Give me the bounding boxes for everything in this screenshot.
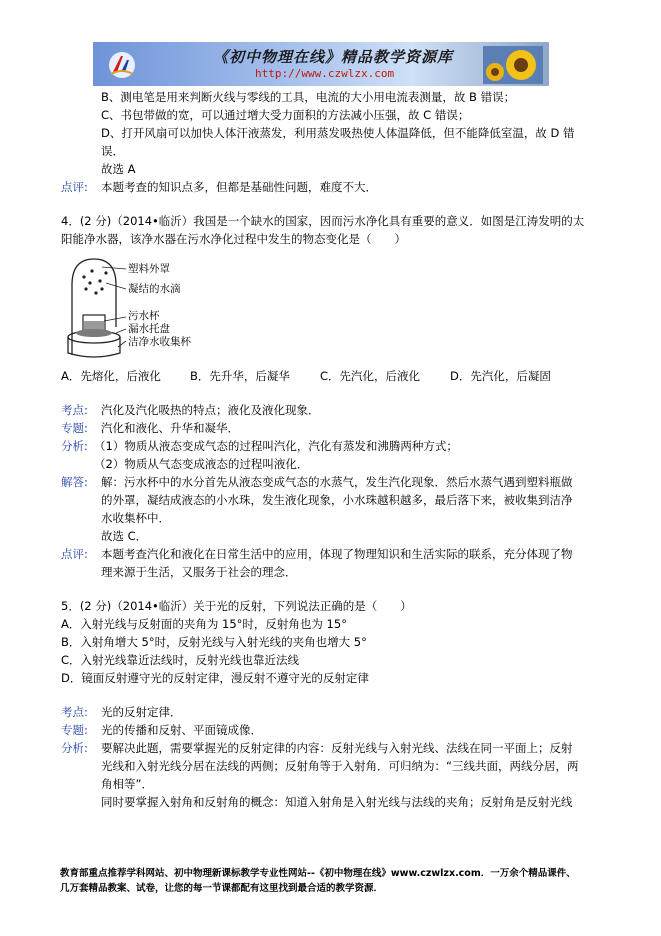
q5-option-d: D．镜面反射遵守光的反射定律，漫反射不遵守光的反射定律	[61, 671, 369, 685]
q5-kaodian-tag: 考点:	[61, 705, 88, 719]
q4-jieda-cont: 的外罩，凝结成液态的小水珠，发生液化现象，小水珠越积越多，最后落下来，被收集到洁净	[101, 493, 573, 507]
q5-kaodian: 光的反射定律．	[101, 705, 182, 719]
q3-comment-tag: 点评:	[61, 180, 88, 194]
q4-option-c: C．先汽化，后液化	[320, 369, 421, 383]
header-banner	[93, 42, 549, 86]
figure-label: 洁净水收集杯	[128, 336, 191, 348]
figure-label: 漏水托盘	[128, 323, 170, 335]
q4-jieda: 解：污水杯中的水分首先从液态变成气态的水蒸气，发生汽化现象．然后水蒸气遇到塑料瓶做	[101, 475, 573, 489]
banner-url[interactable]: http://www.czwlzx.com	[255, 67, 395, 80]
banner-title: 《初中物理在线》精品教学资源库	[213, 48, 454, 66]
footer-line: 几万套精品教案、试卷，让您的每一节课都配有这里找到最合适的教学资源．	[60, 883, 384, 894]
q4-kaodian: 汽化及汽化吸热的特点；液化及液化现象．	[101, 403, 320, 417]
q5-option-a: A．入射光线与反射面的夹角为 15°时，反射角也为 15°	[61, 617, 347, 631]
q4-option-b: B．先升华，后凝华	[190, 369, 290, 383]
q4-fenxi-tag: 分析:	[61, 439, 88, 453]
q3-option-d-explain-cont: 误．	[101, 144, 124, 158]
q4-option-d: D．先汽化，后凝固	[450, 369, 551, 383]
figure-label: 塑料外罩	[128, 263, 170, 275]
q5-fenxi-cont: 光线和入射光线分居在法线的两侧；反射角等于入射角．可归纳为：“三线共面，两线分居，两	[101, 759, 579, 773]
q4-fenxi: （1）物质从液态变成气态的过程叫汽化，汽化有蒸发和沸腾两种方式；	[94, 439, 458, 453]
q3-option-d-explain: D、打开风扇可以加快人体汗液蒸发，利用蒸发吸热使人体温降低，但不能降低室温，故 D 错	[101, 126, 575, 140]
q4-dianping-cont: 理来源于生活，又服务于社会的理念．	[101, 565, 297, 579]
q5-fenxi-tag: 分析:	[61, 741, 88, 755]
footer-line: 教育部重点推荐学科网站、初中物理新课标教学专业性网站--《初中物理在线》www.czwlzx.com．一万余个精品课件、	[60, 868, 576, 879]
q3-option-b-explain: B、测电笔是用来判断火线与零线的工具，电流的大小用电流表测量，故 B 错误；	[101, 90, 516, 104]
site-logo-icon	[107, 50, 137, 80]
solar-water-purifier-figure	[62, 255, 232, 363]
figure-label: 凝结的水滴	[128, 283, 181, 295]
q5-option-b: B．入射角增大 5°时，反射光线与入射光线的夹角也增大 5°	[61, 635, 367, 649]
q4-zhuanti: 汽化和液化、升华和凝华．	[101, 421, 239, 435]
q4-dianping-tag: 点评:	[61, 547, 88, 561]
q3-option-c-explain: C、书包带做的宽，可以通过增大受力面积的方法减小压强，故 C 错误；	[101, 108, 470, 122]
sunflower-icon	[483, 46, 543, 84]
q5-fenxi: 要解决此题，需要掌握光的反射定律的内容：反射光线与入射光线、法线在同一平面上；反射	[101, 741, 573, 755]
q5-zhuanti: 光的传播和反射、平面镜成像．	[101, 723, 262, 737]
q4-stem-cont: 阳能净水器，该净水器在污水净化过程中发生的物态变化是（ ）	[61, 232, 406, 246]
q4-dianping: 本题考查汽化和液化在日常生活中的应用，体现了物理知识和生活实际的联系，充分体现了物	[101, 547, 573, 561]
q4-zhuanti-tag: 专题:	[61, 421, 88, 435]
q3-comment: 本题考查的知识点多，但都是基础性问题，难度不大．	[101, 180, 377, 194]
q5-fenxi-cont: 角相等”．	[101, 777, 153, 791]
q5-zhuanti-tag: 专题:	[61, 723, 88, 737]
q3-answer: 故选 A	[101, 162, 136, 176]
q5-stem: 5．(2 分)（2014•临沂）关于光的反射，下列说法正确的是（ ）	[61, 599, 412, 613]
q5-option-c: C．入射光线靠近法线时，反射光线也靠近法线	[61, 653, 300, 667]
figure-label: 污水杯	[128, 310, 160, 322]
q4-kaodian-tag: 考点:	[61, 403, 88, 417]
q4-answer: 故选 C．	[101, 529, 148, 543]
q4-stem: 4．(2 分)（2014•临沂）我国是一个缺水的国家，因而污水净化具有重要的意义．如图是江涛发明的太	[61, 214, 585, 228]
q4-option-a: A．先熔化，后液化	[61, 369, 161, 383]
q4-jieda-tag: 解答:	[61, 475, 88, 489]
q4-jieda-cont: 水收集杯中．	[101, 511, 170, 525]
q5-fenxi-cont: 同时要掌握入射角和反射角的概念：知道入射角是入射光线与法线的夹角；反射角是反射光线	[101, 795, 573, 809]
q4-fenxi-cont: （2）物质从气态变成液态的过程叫液化．	[94, 457, 309, 471]
